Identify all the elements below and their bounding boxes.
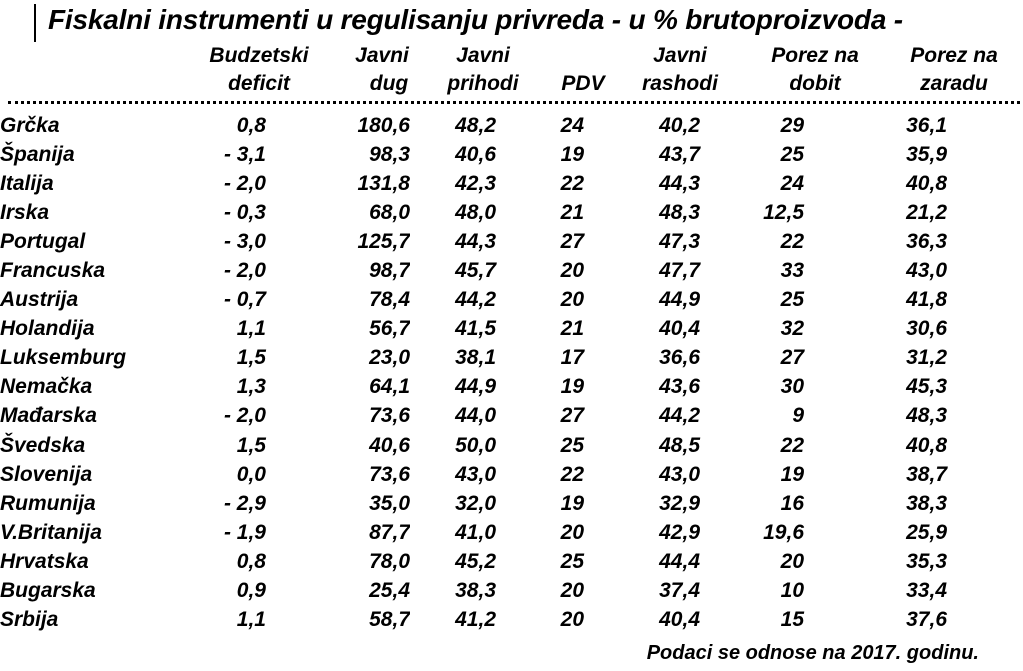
cell-pdv: 25 — [560, 433, 584, 457]
cell-javni-rashodi: 44,2 — [659, 404, 700, 428]
cell-javni-rashodi: 40,4 — [659, 607, 700, 631]
column-header-pdv — [550, 42, 616, 98]
cell-javni-dug: 23,0 — [369, 346, 410, 370]
table-row — [0, 111, 967, 140]
cell-porez-na-zaradu: 30,6 — [906, 317, 947, 341]
cell-porez-na-dobit: 22 — [780, 433, 804, 457]
cell-porez-na-zaradu: 25,9 — [906, 520, 947, 544]
cell-porez-na-zaradu: 31,2 — [906, 346, 947, 370]
country-cell: Italija — [0, 172, 54, 196]
cell-javni-prihodi: 44,9 — [455, 375, 496, 399]
table-row — [0, 198, 967, 227]
cell-porez-na-dobit: 33 — [780, 259, 804, 283]
cell-javni-prihodi: 45,7 — [455, 259, 496, 283]
table-row — [0, 547, 967, 576]
country-cell: Luksemburg — [0, 346, 127, 370]
cell-budzetski-deficit: 1,5 — [236, 433, 266, 457]
country-cell: Španija — [0, 143, 75, 167]
cell-pdv: 25 — [560, 549, 584, 573]
cell-javni-rashodi: 44,4 — [659, 549, 700, 573]
country-cell: Irska — [0, 201, 50, 225]
cell-javni-prihodi: 50,0 — [455, 433, 496, 457]
cell-javni-rashodi: 44,3 — [659, 172, 700, 196]
cell-javni-rashodi: 47,7 — [659, 259, 700, 283]
cell-porez-na-zaradu: 43,0 — [906, 259, 947, 283]
cell-pdv: 24 — [560, 114, 584, 138]
cell-javni-rashodi: 47,3 — [659, 230, 700, 254]
cell-porez-na-dobit: 29 — [780, 114, 804, 138]
header-divider — [8, 101, 1020, 104]
country-cell: Hrvatska — [0, 549, 89, 573]
cell-porez-na-dobit: 15 — [780, 607, 804, 631]
cell-javni-rashodi: 40,4 — [659, 317, 700, 341]
cell-pdv: 27 — [560, 230, 584, 254]
cell-javni-rashodi: 40,2 — [659, 114, 700, 138]
cell-porez-na-zaradu: 35,3 — [906, 549, 947, 573]
cell-pdv: 19 — [560, 375, 584, 399]
cell-javni-dug: 98,3 — [369, 143, 410, 167]
column-header-porez-na-zaradu — [896, 42, 1012, 98]
cell-javni-dug: 87,7 — [369, 520, 410, 544]
cell-javni-dug: 68,0 — [369, 201, 410, 225]
column-header-budzetski-deficit — [196, 42, 322, 98]
cell-pdv: 19 — [560, 491, 584, 515]
cell-porez-na-zaradu: 45,3 — [906, 375, 947, 399]
cell-javni-rashodi: 36,6 — [659, 346, 700, 370]
table-body — [0, 111, 967, 634]
cell-budzetski-deficit: - 2,0 — [223, 259, 266, 283]
table-row — [0, 518, 967, 547]
cell-pdv: 21 — [560, 317, 584, 341]
cell-budzetski-deficit: - 3,0 — [223, 230, 266, 254]
cell-porez-na-dobit: 19 — [780, 462, 804, 486]
column-header-line2: prihodi — [447, 72, 519, 95]
cell-budzetski-deficit: 1,1 — [236, 607, 266, 631]
cell-pdv: 20 — [560, 288, 584, 312]
column-header-line1: Javni — [456, 44, 510, 67]
cell-budzetski-deficit: - 2,9 — [223, 491, 266, 515]
cell-budzetski-deficit: 1,1 — [236, 317, 266, 341]
column-header-line2: deficit — [228, 72, 290, 95]
cell-porez-na-dobit: 30 — [780, 375, 804, 399]
country-cell: Nemačka — [0, 375, 93, 399]
cell-javni-rashodi: 42,9 — [659, 520, 700, 544]
cell-porez-na-zaradu: 36,3 — [906, 230, 947, 254]
cell-porez-na-zaradu: 48,3 — [906, 404, 947, 428]
cell-javni-prihodi: 43,0 — [455, 462, 496, 486]
cell-javni-rashodi: 37,4 — [659, 578, 700, 602]
country-cell: Portugal — [0, 230, 86, 254]
cell-javni-dug: 64,1 — [369, 375, 410, 399]
cell-porez-na-zaradu: 40,8 — [906, 433, 947, 457]
column-header-javni-rashodi — [630, 42, 730, 98]
country-cell: Švedska — [0, 433, 86, 457]
cell-porez-na-zaradu: 41,8 — [906, 288, 947, 312]
column-header-porez-na-dobit — [752, 42, 878, 98]
cell-budzetski-deficit: 0,9 — [236, 578, 266, 602]
table-row — [0, 489, 967, 518]
cell-porez-na-dobit: 25 — [780, 143, 804, 167]
cell-porez-na-dobit: 10 — [780, 578, 804, 602]
cell-porez-na-dobit: 24 — [780, 172, 804, 196]
footnote: Podaci se odnose na 2017. godinu. — [646, 642, 979, 664]
column-header-line2: rashodi — [642, 72, 718, 95]
cell-porez-na-dobit: 20 — [780, 549, 804, 573]
cell-porez-na-zaradu: 38,3 — [906, 491, 947, 515]
cell-javni-prihodi: 38,3 — [455, 578, 496, 602]
cell-javni-dug: 125,7 — [357, 230, 410, 254]
cell-porez-na-dobit: 32 — [780, 317, 804, 341]
country-cell: Mađarska — [0, 404, 97, 428]
cell-porez-na-zaradu: 38,7 — [906, 462, 947, 486]
cell-pdv: 22 — [560, 172, 584, 196]
column-header-line1: Porez na — [910, 44, 998, 67]
cell-pdv: 20 — [560, 259, 584, 283]
cell-pdv: 27 — [560, 404, 584, 428]
cell-javni-dug: 98,7 — [369, 259, 410, 283]
table-row — [0, 256, 967, 285]
table-row — [0, 285, 967, 314]
column-header-line1: Porez na — [771, 44, 859, 67]
cell-budzetski-deficit: 0,8 — [236, 549, 266, 573]
country-cell: Grčka — [0, 114, 60, 138]
cell-javni-rashodi: 32,9 — [659, 491, 700, 515]
cell-budzetski-deficit: - 0,7 — [223, 288, 266, 312]
country-cell: Bugarska — [0, 578, 96, 602]
cell-javni-dug: 78,0 — [369, 549, 410, 573]
cell-pdv: 17 — [560, 346, 584, 370]
cell-budzetski-deficit: - 2,0 — [223, 172, 266, 196]
table-row — [0, 140, 967, 169]
cell-budzetski-deficit: 0,0 — [236, 462, 266, 486]
cell-pdv: 19 — [560, 143, 584, 167]
fiscal-data-table — [0, 111, 967, 634]
column-header-line2: zaradu — [920, 72, 988, 95]
cell-javni-rashodi: 44,9 — [659, 288, 700, 312]
cell-javni-prihodi: 41,2 — [455, 607, 496, 631]
table-row — [0, 314, 967, 343]
country-cell: Slovenija — [0, 462, 93, 486]
cell-budzetski-deficit: 0,8 — [236, 114, 266, 138]
table-row — [0, 343, 967, 372]
cell-javni-rashodi: 48,5 — [659, 433, 700, 457]
table-row — [0, 605, 967, 634]
cell-javni-prihodi: 45,2 — [455, 549, 496, 573]
table-row — [0, 431, 967, 460]
column-header-line2: PDV — [561, 72, 605, 95]
cell-pdv: 20 — [560, 520, 584, 544]
cell-porez-na-dobit: 9 — [792, 404, 804, 428]
table-row — [0, 169, 967, 198]
cell-porez-na-dobit: 16 — [780, 491, 804, 515]
cell-budzetski-deficit: - 2,0 — [223, 404, 266, 428]
table-row — [0, 460, 967, 489]
cell-javni-prihodi: 38,1 — [455, 346, 496, 370]
cell-pdv: 22 — [560, 462, 584, 486]
country-cell: Holandija — [0, 317, 95, 341]
column-header-line1: Javni — [653, 44, 707, 67]
cell-budzetski-deficit: - 1,9 — [223, 520, 266, 544]
column-header-line1: Budzetski — [209, 44, 309, 67]
cell-javni-dug: 73,6 — [369, 404, 410, 428]
cell-porez-na-zaradu: 36,1 — [906, 114, 947, 138]
cell-javni-prihodi: 40,6 — [455, 143, 496, 167]
column-header-line2: dobit — [789, 72, 841, 95]
column-header-line1 — [550, 42, 616, 70]
cell-javni-prihodi: 48,0 — [455, 201, 496, 225]
table-row — [0, 401, 967, 430]
table-row — [0, 227, 967, 256]
cell-javni-prihodi: 41,0 — [455, 520, 496, 544]
cell-budzetski-deficit: 1,3 — [236, 375, 266, 399]
country-cell: Francuska — [0, 259, 106, 283]
cell-javni-dug: 131,8 — [357, 172, 410, 196]
cell-javni-prihodi: 32,0 — [455, 491, 496, 515]
cell-porez-na-dobit: 22 — [780, 230, 804, 254]
cell-porez-na-zaradu: 21,2 — [906, 201, 947, 225]
cell-porez-na-dobit: 25 — [780, 288, 804, 312]
cell-javni-prihodi: 44,0 — [455, 404, 496, 428]
page-title: Fiskalni instrumenti u regulisanju privreda - u % brutoproizvoda - — [48, 4, 903, 35]
column-header-javni-dug — [340, 42, 424, 98]
cell-javni-dug: 56,7 — [369, 317, 410, 341]
cell-porez-na-zaradu: 37,6 — [906, 607, 947, 631]
cell-javni-dug: 58,7 — [369, 607, 410, 631]
cell-porez-na-dobit: 12,5 — [763, 201, 804, 225]
country-cell: V.Britanija — [0, 520, 102, 544]
cell-javni-dug: 35,0 — [369, 491, 410, 515]
cell-porez-na-zaradu: 40,8 — [906, 172, 947, 196]
cell-javni-prihodi: 44,2 — [455, 288, 496, 312]
cell-budzetski-deficit: - 0,3 — [223, 201, 266, 225]
cell-pdv: 20 — [560, 578, 584, 602]
cell-javni-prihodi: 41,5 — [455, 317, 496, 341]
country-cell: Austrija — [0, 288, 79, 312]
cell-porez-na-zaradu: 33,4 — [906, 578, 947, 602]
country-cell: Srbija — [0, 607, 59, 631]
cell-javni-prihodi: 44,3 — [455, 230, 496, 254]
cell-javni-dug: 40,6 — [369, 433, 410, 457]
cell-javni-dug: 25,4 — [369, 578, 410, 602]
cell-javni-rashodi: 43,0 — [659, 462, 700, 486]
country-cell: Rumunija — [0, 491, 96, 515]
cell-porez-na-dobit: 27 — [780, 346, 804, 370]
cell-javni-prihodi: 48,2 — [455, 114, 496, 138]
cell-budzetski-deficit: - 3,1 — [223, 143, 266, 167]
column-header-javni-prihodi — [436, 42, 530, 98]
cell-javni-dug: 78,4 — [369, 288, 410, 312]
cell-javni-dug: 180,6 — [357, 114, 410, 138]
table-row — [0, 576, 967, 605]
title-accent-bar — [34, 4, 36, 42]
cell-javni-rashodi: 43,7 — [659, 143, 700, 167]
cell-pdv: 21 — [560, 201, 584, 225]
cell-porez-na-zaradu: 35,9 — [906, 143, 947, 167]
cell-porez-na-dobit: 19,6 — [763, 520, 804, 544]
column-header-line2: dug — [369, 72, 409, 95]
column-header-line1: Javni — [355, 44, 409, 67]
cell-javni-rashodi: 43,6 — [659, 375, 700, 399]
cell-pdv: 20 — [560, 607, 584, 631]
cell-javni-rashodi: 48,3 — [659, 201, 700, 225]
cell-javni-dug: 73,6 — [369, 462, 410, 486]
cell-javni-prihodi: 42,3 — [455, 172, 496, 196]
cell-budzetski-deficit: 1,5 — [236, 346, 266, 370]
table-row — [0, 372, 967, 401]
